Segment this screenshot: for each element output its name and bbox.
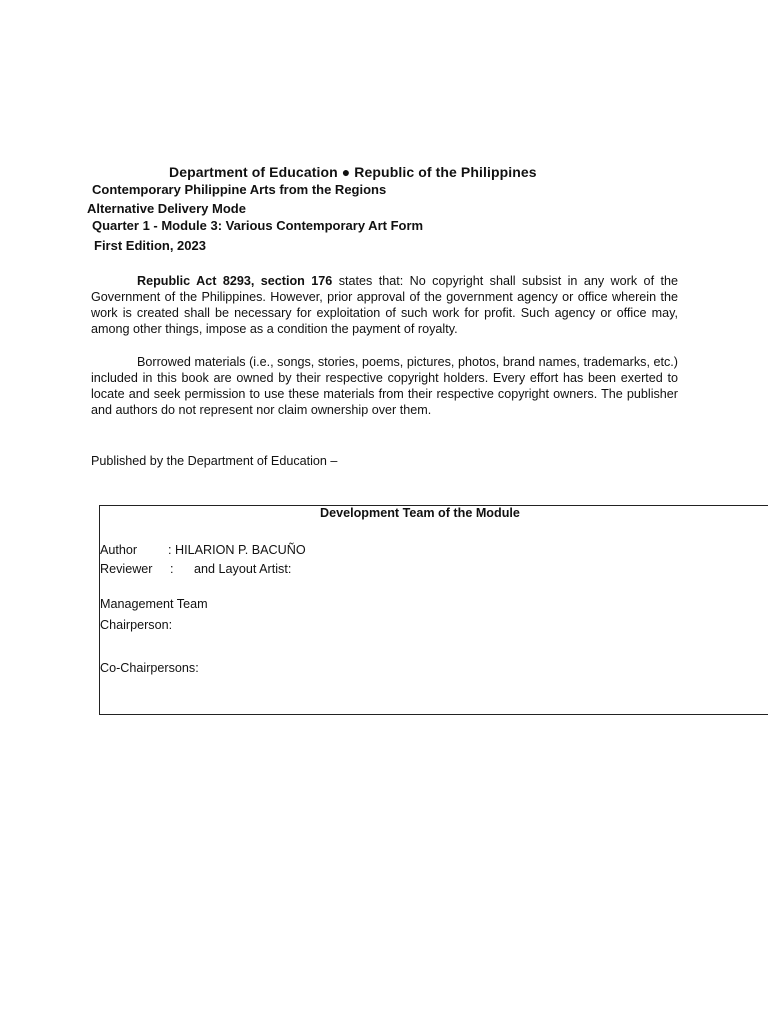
team-title: Development Team of the Module (320, 506, 520, 520)
delivery-mode: Alternative Delivery Mode (87, 201, 246, 216)
author-label: Author (100, 543, 138, 557)
author-row (100, 543, 306, 557)
law-text: states that: No copyright shall subsist in any work of the Government of the Philippines. However, prior approval of the government agency or office wherein the work is created shall be necessary for exploitation of such work for profit. Such agency or office may, among other things, impose as a condition the payment of royalty. (91, 274, 678, 336)
chairperson-label: Chairperson: (100, 618, 173, 632)
borrowed-materials-paragraph (91, 354, 678, 418)
published-by: Published by the Department of Education – (91, 454, 338, 468)
edition-label: First Edition, 2023 (94, 238, 206, 253)
co-chairpersons-label: Co-Chairpersons: (100, 661, 199, 675)
reviewer-label: Reviewer (100, 562, 153, 576)
management-team-label: Management Team (100, 597, 208, 611)
reviewer-value: and Layout Artist: (194, 562, 292, 576)
subject-title: Contemporary Philippine Arts from the Regions (92, 182, 387, 197)
department-heading: Department of Education ● Republic of the Philippines (169, 164, 537, 180)
law-reference: Republic Act 8293, section 176 (137, 274, 333, 288)
copyright-paragraph (91, 273, 678, 337)
reviewer-row (100, 562, 291, 576)
author-value: : HILARION P. BACUÑO (168, 543, 306, 557)
borrowed-text: Borrowed materials (i.e., songs, stories, poems, pictures, photos, brand names, trademarks, etc.) included in this book are owned by their respective copyright holders. Every effort has been exerted to locate and seek permission to use these materials from their respective copyright owners. The publisher and authors do not represent nor claim ownership over them. (91, 355, 678, 417)
reviewer-separator: : (170, 562, 174, 576)
module-title: Quarter 1 - Module 3: Various Contemporary Art Form (92, 218, 424, 233)
